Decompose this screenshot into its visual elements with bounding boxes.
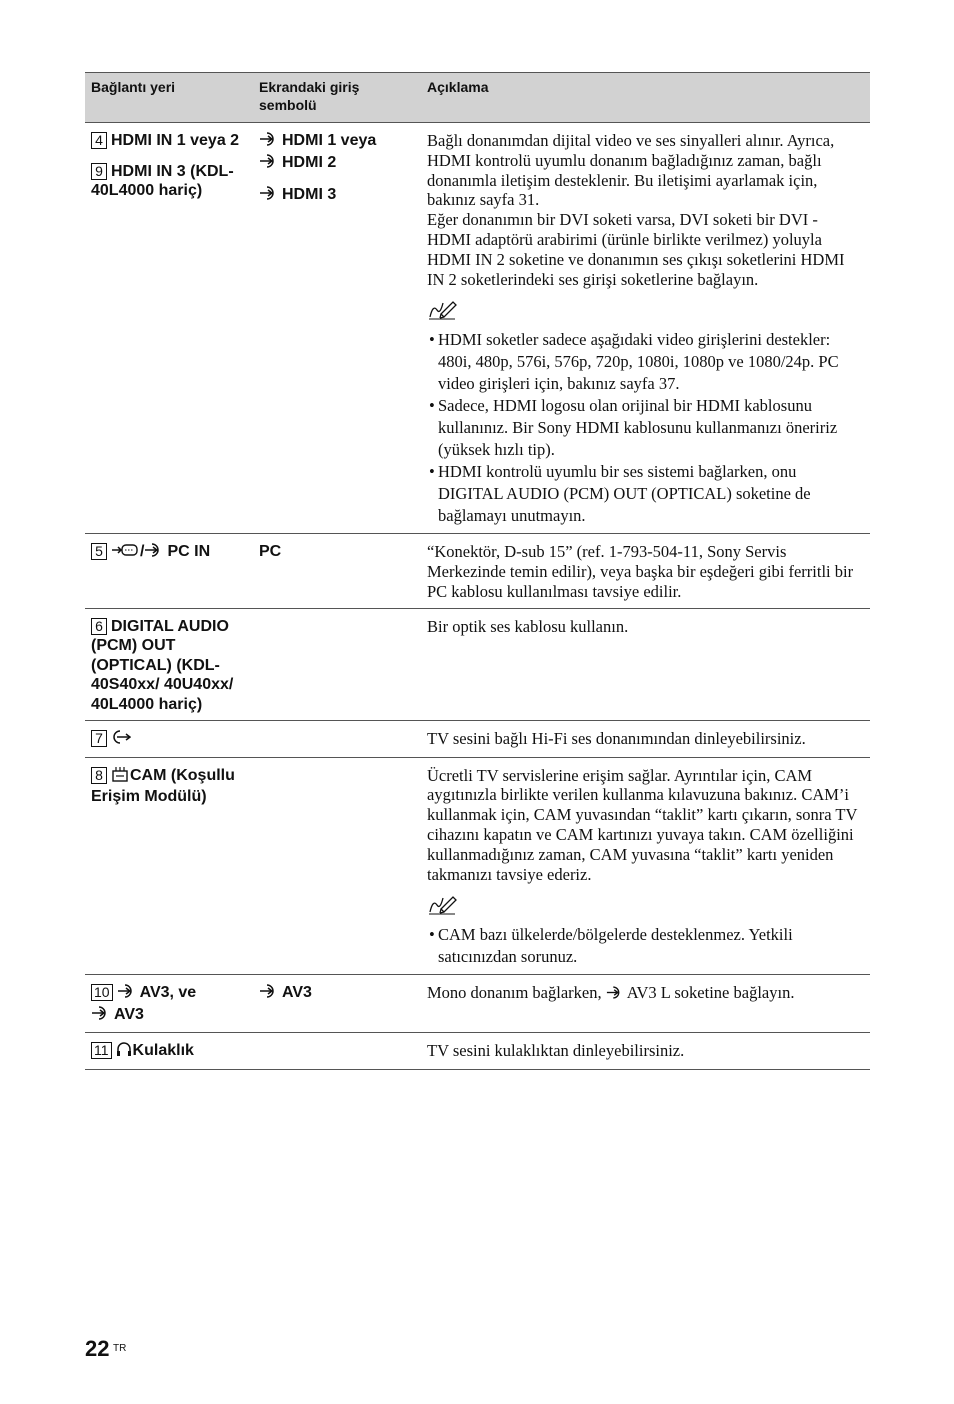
input-arrow-icon [117, 983, 139, 1005]
note-pencil-icon [427, 298, 864, 325]
cam-card-icon [111, 766, 129, 788]
table-row [85, 123, 870, 534]
callout-number: 10 [91, 984, 113, 1001]
callout-number: 11 [91, 1042, 112, 1059]
description-text: Bağlı donanımdan dijital video ve ses sinyalleri alınır. Ayrıca, HDMI kontrolü uyumlu donanım bağladığınız zaman, bağlı donanımla iletişim desteklenir. Bu iletişimi ayarlamak için, bakınız sayfa 31. [427, 131, 835, 210]
connection-label-digital-audio: 6 DIGITAL AUDIO (PCM) OUT (OPTICAL) (KDL-40S40xx/ 40U40xx/ 40L4000 hariç) [91, 617, 234, 713]
input-symbol-av3: AV3 [259, 983, 415, 1005]
list-item: • Sadece, HDMI logosu olan orijinal bir HDMI kablosunu kullanınız. Bir Sony HDMI kablosunu kullanmanızı öneririz (yüksek hızlı tip). [427, 395, 864, 461]
audio-output-icon [111, 729, 131, 751]
list-item: • HDMI kontrolü uyumlu bir ses sistemi bağlarken, onu DIGITAL AUDIO (PCM) OUT (OPTICAL) soketine de bağlamayı unutmayın. [427, 461, 864, 527]
callout-number: 9 [91, 163, 107, 180]
callout-number: 5 [91, 543, 107, 560]
description-text: TV sesini bağlı Hi-Fi ses donanımından dinleyebilirsiniz. [421, 721, 870, 758]
note-pencil-icon [427, 893, 864, 920]
headphones-icon [116, 1041, 132, 1063]
description-text: “Konektör, D-sub 15” (ref. 1-793-504-11, Sony Servis Merkezinde temin edilir), veya başka bir eşdeğeri gibi ferritli bir PC kablosu kullanılması tavsiye edilir. [421, 534, 870, 608]
note-list [427, 924, 864, 968]
connection-table [85, 72, 870, 1070]
description-text: Ücretli TV servislerine erişim sağlar. Ayrıntılar için, CAM aygıtınızla birlikte verilen kullanma kılavuzuna bakınız. CAM’i kullanmak için, CAM yuvasından “taklit” kartı çıkarın, sonra TV cihazını kapatın ve CAM kartınızı yuvaya takın. CAM özelliğini kullanmadığınız zaman, CAM yuvasına “taklit” kartı yeniden takmanızı tavsiye ederiz. [427, 765, 858, 884]
input-arrow-icon [144, 542, 166, 564]
page-number: 22 [85, 1336, 110, 1361]
input-symbol-pc: PC [253, 534, 421, 608]
list-item: • HDMI soketler sadece aşağıdaki video girişlerini destekler: 480i, 480p, 576i, 576p, 720p, 1080i, 1080p ve 1080/24p. PC video girişleri için, bakınız sayfa 37. [427, 329, 864, 395]
input-symbol-hdmi-1: HDMI 1 veya [259, 131, 415, 153]
pc-video-input-icon [111, 542, 139, 564]
list-item: • CAM bazı ülkelerde/bölgelerde desteklenmez. Yetkili satıcınızdan sorunuz. [427, 924, 864, 968]
input-arrow-icon [606, 985, 626, 1005]
table-row [85, 608, 870, 721]
table-row [85, 534, 870, 608]
connection-label-cam: 8 CAM (Koşullu Erişim Modülü) [91, 766, 235, 806]
header-connection-place: Bağlantı yeri [85, 73, 253, 123]
description-text: TV sesini kulaklıktan dinleyebilirsiniz. [421, 1033, 870, 1070]
input-arrow-icon [259, 983, 281, 1005]
connection-label-av3: 10 AV3, ve [91, 983, 247, 1005]
input-arrow-icon [259, 131, 281, 153]
callout-number: 4 [91, 132, 107, 149]
table-row [85, 721, 870, 758]
header-description: Açıklama [421, 73, 870, 123]
description-text: Bir optik ses kablosu kullanın. [421, 608, 870, 721]
callout-number: 8 [91, 767, 107, 784]
input-arrow-icon [91, 1005, 113, 1027]
callout-number: 7 [91, 730, 107, 747]
input-arrow-icon [259, 153, 281, 175]
connection-label-headphones: 11 Kulaklık [91, 1041, 247, 1063]
description-text: Eğer donanımın bir DVI soketi varsa, DVI soketi bir DVI - HDMI adaptörü arabirimi (ürünle birlikte verilmez) yoluyla HDMI IN 2 soketine ve donanımın ses çıkışı soketlerini HDMI IN 2 soketlerindeki ses girişi soketlerine bağlayın. [427, 210, 845, 289]
input-symbol-hdmi-2: HDMI 2 [259, 153, 415, 175]
table-header-row [85, 73, 870, 123]
input-symbol-hdmi-3: HDMI 3 [259, 185, 415, 207]
description-text: Mono donanım bağlarken, AV3 L soketine bağlayın. [427, 983, 864, 1005]
header-input-symbol: Ekrandaki giriş sembolü [253, 73, 421, 123]
connection-label-hdmi-1-2: 4 HDMI IN 1 veya 2 [91, 131, 247, 151]
callout-number: 6 [91, 618, 107, 635]
table-row [85, 757, 870, 975]
connection-label-audio-out [91, 729, 247, 751]
table-row: 10 AV3, ve AV3 AV3 Mono donanım bağlarken, AV3 L soketine bağlayın. [85, 975, 870, 1033]
connection-label-hdmi-3: 9 HDMI IN 3 (KDL-40L4000 hariç) [91, 162, 234, 199]
language-code: TR [113, 1343, 127, 1354]
connection-label-pc-in: 5 / PC IN [91, 542, 247, 564]
table-row [85, 1033, 870, 1070]
note-list [427, 329, 864, 527]
input-arrow-icon [259, 185, 281, 207]
